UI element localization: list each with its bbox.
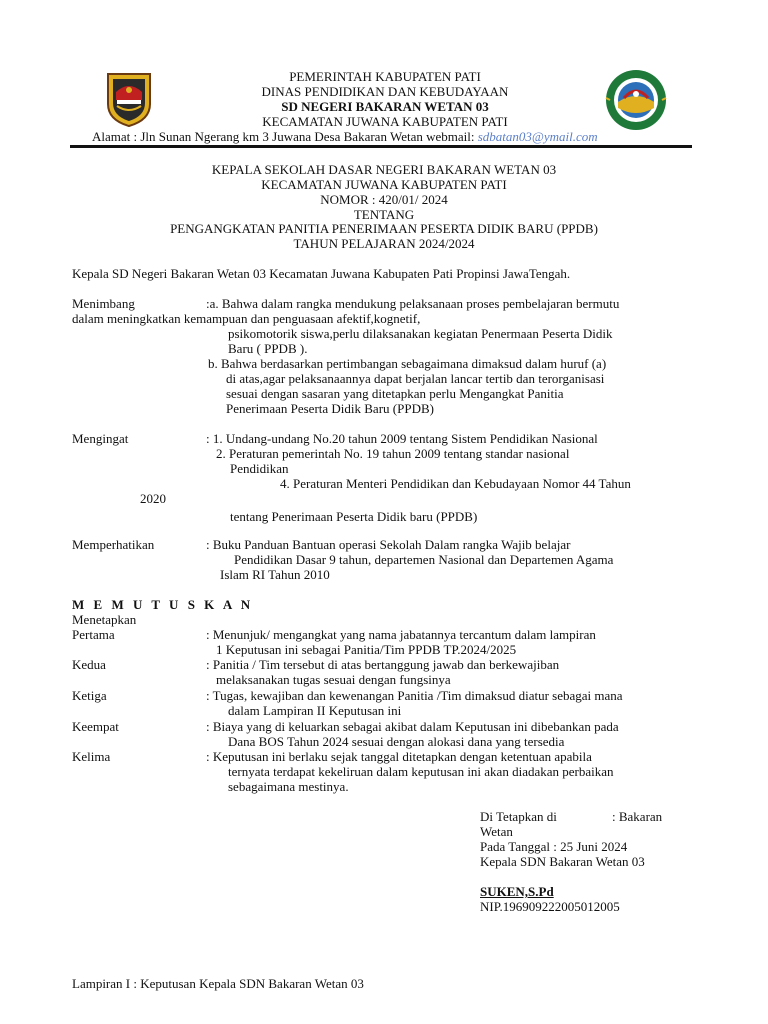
- mengingat-item-4-year: 2020: [140, 491, 166, 506]
- place-value-cont: Wetan: [480, 824, 513, 839]
- decree-subject: PENGANGKATAN PANITIA PENERIMAAN PESERTA DIDIK BARU (PPDB): [170, 221, 598, 236]
- letterhead-divider: [70, 145, 692, 148]
- keempat-line-1: : Biaya yang di keluarkan sebagai akibat dalam Keputusan ini dibebankan pada: [206, 719, 619, 734]
- mengingat-item-4: 4. Peraturan Menteri Pendidikan dan Kebudayaan Nomor 44 Tahun: [280, 476, 631, 491]
- letterhead-department: DINAS PENDIDIKAN DAN KEBUDAYAAN: [261, 84, 509, 99]
- signer-name: SUKEN,S.Pd: [480, 884, 554, 899]
- mengingat-item-2: 2. Peraturan pemerintah No. 19 tahun 2009 tentang standar nasional: [216, 446, 570, 461]
- academic-year: TAHUN PELAJARAN 2024/2024: [293, 236, 475, 251]
- kelima-line-3: sebagaimana mestinya.: [228, 779, 349, 794]
- memperhatikan-label: Memperhatikan: [72, 537, 155, 552]
- mengingat-item-4-cont: tentang Penerimaan Peserta Didik baru (PPDB): [230, 509, 478, 524]
- keempat-label: Keempat: [72, 719, 119, 734]
- mengingat-item-2-cont: Pendidikan: [230, 461, 289, 476]
- menimbang-b-line-1: b. Bahwa berdasarkan pertimbangan sebagaimana dimaksud dalam huruf (a): [208, 356, 607, 371]
- place-label: Di Tetapkan di: [480, 809, 557, 824]
- keempat-line-2: Dana BOS Tahun 2024 sesuai dengan alokasi dana yang tersedia: [228, 734, 565, 749]
- signer-nip: NIP.196909222005012005: [480, 899, 620, 914]
- kelima-label: Kelima: [72, 749, 111, 764]
- menimbang-a-line-2: dalam meningkatkan kemampuan dan penguasaan afektif,kognetif,: [72, 311, 421, 326]
- ketiga-label: Ketiga: [72, 688, 107, 703]
- kedua-line-2: melaksanakan tugas sesuai dengan fungsinya: [216, 672, 451, 687]
- menimbang-a-line-1: :a. Bahwa dalam rangka mendukung pelaksanaan proses pembelajaran bermutu: [206, 296, 620, 311]
- memperhatikan-line-1: : Buku Panduan Bantuan operasi Sekolah Dalam rangka Wajib belajar: [206, 537, 571, 552]
- kelima-line-2: ternyata terdapat kekeliruan dalam keputusan ini akan diadakan perbaikan: [228, 764, 614, 779]
- decree-number: NOMOR : 420/01/ 2024: [320, 192, 448, 207]
- kelima-line-1: : Keputusan ini berlaku sejak tanggal ditetapkan dengan ketentuan apabila: [206, 749, 592, 764]
- letterhead-district: KECAMATAN JUWANA KABUPATEN PATI: [262, 114, 508, 129]
- attachment-note: Lampiran I : Keputusan Kepala SDN Bakaran Wetan 03: [72, 976, 364, 991]
- menimbang-b-line-2: di atas,agar pelaksanaannya dapat berjalan lancar tertib dan terorganisasi: [226, 371, 605, 386]
- menimbang-b-line-4: Penerimaan Peserta Didik Baru (PPDB): [226, 401, 434, 416]
- letterhead-school-name: SD NEGERI BAKARAN WETAN 03: [281, 99, 489, 114]
- kedua-line-1: : Panitia / Tim tersebut di atas bertanggung jawab dan berkewajiban: [206, 657, 560, 672]
- place-value: : Bakaran: [612, 809, 663, 824]
- pertama-line-2: 1 Keputusan ini sebagai Panitia/Tim PPDB TP.2024/2025: [216, 642, 517, 657]
- menimbang-a-line-3: psikomotorik siswa,perlu dilaksanakan kegiatan Penermaan Peserta Didik: [228, 326, 613, 341]
- letterhead-government: PEMERINTAH KABUPATEN PATI: [289, 69, 481, 84]
- address-text: Alamat : Jln Sunan Ngerang km 3 Juwana Desa Bakaran Wetan webmail:: [92, 129, 478, 144]
- menimbang-a-line-4: Baru ( PPDB ).: [228, 341, 308, 356]
- ketiga-line-2: dalam Lampiran II Keputusan ini: [228, 703, 402, 718]
- memperhatikan-line-2: Pendidikan Dasar 9 tahun, departemen Nasional dan Departemen Agama: [234, 552, 614, 567]
- menimbang-b-line-3: sesuai dengan sasaran yang ditetapkan perlu Mengangkat Panitia: [226, 386, 564, 401]
- mengingat-label: Mengingat: [72, 431, 129, 446]
- email-link[interactable]: sdbatan03@ymail.com: [477, 129, 598, 144]
- menimbang-label: Menimbang: [72, 296, 135, 311]
- memperhatikan-line-3: Islam RI Tahun 2010: [220, 567, 330, 582]
- signer-position: Kepala SDN Bakaran Wetan 03: [480, 854, 645, 869]
- signing-date: Pada Tanggal : 25 Juni 2024: [480, 839, 628, 854]
- pertama-line-1: : Menunjuk/ mengangkat yang nama jabatannya tercantum dalam lampiran: [206, 627, 596, 642]
- title-line-1: KEPALA SEKOLAH DASAR NEGERI BAKARAN WETAN 03: [211, 162, 557, 177]
- menetapkan-label: Menetapkan: [72, 612, 137, 627]
- memutuskan-heading: M E M U T U S K A N: [72, 597, 254, 612]
- mengingat-item-1: : 1. Undang-undang No.20 tahun 2009 tentang Sistem Pendidikan Nasional: [206, 431, 598, 446]
- letterhead-address: [92, 129, 598, 144]
- title-tentang: TENTANG: [353, 207, 415, 222]
- title-line-2: KECAMATAN JUWANA KABUPATEN PATI: [261, 177, 507, 192]
- pertama-label: Pertama: [72, 627, 115, 642]
- intro-text: Kepala SD Negeri Bakaran Wetan 03 Kecamatan Juwana Kabupaten Pati Propinsi JawaTengah.: [72, 266, 571, 281]
- ketiga-line-1: : Tugas, kewajiban dan kewenangan Panitia /Tim dimaksud diatur sebagai mana: [206, 688, 623, 703]
- kedua-label: Kedua: [72, 657, 106, 672]
